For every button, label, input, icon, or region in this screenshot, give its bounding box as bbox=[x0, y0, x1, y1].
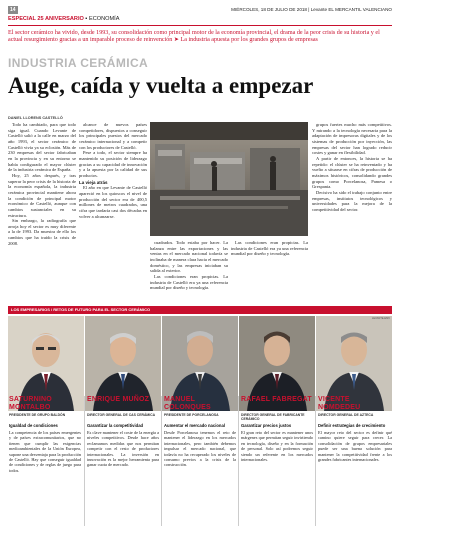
paragraph: grupos fuertes mucho más competitivos. Y mirando a la tecnología necesaria para la adaptación de impresoras digitales y de los sistemas de producción por inyección, las empresas del sector han logrado reducir costes y ganar en flexibilidad. bbox=[312, 122, 392, 156]
person-role: DIRECTOR GENERAL DE AZTECA bbox=[318, 413, 374, 417]
person-statement: El mayor reto del sector es definir qué camino quiere seguir para crecer. La consolidación de grupos empresariales puede ser una buena solución para mantener la competitividad frente a los grandes fabricantes internacionales. bbox=[318, 430, 392, 463]
article-column-1 bbox=[8, 122, 76, 302]
photo-caption-text: Imagen de la planta de producción de Porcelanosa. bbox=[415, 252, 454, 266]
article-column-2 bbox=[79, 122, 147, 302]
article-kicker: INDUSTRIA CERÁMICA bbox=[8, 56, 149, 70]
article-headline: Auge, caída y vuelta a empezar bbox=[8, 73, 314, 98]
publication-date-masthead: MIÉRCOLES, 18 DE JULIO DE 2018 | Levante EL MERCANTIL VALENCIANO bbox=[231, 7, 392, 12]
person-statement: El gran reto del sector es mantener unos márgenes que permitan seguir invirtiendo en tecnología, diseño y en la formación de personal. Solo así podremos seguir siendo un referente en los mercados internacionales. bbox=[241, 430, 313, 463]
paragraph: A partir de entonces, la historia se ha repetido: el clúster se ha reinventado y ha vuelto a situarse en cifras de producción de máximos históricos, consolidando grandes grupos como Porcelanosa, Pamesa o Grespania. bbox=[312, 155, 392, 190]
page-number: 14 bbox=[10, 7, 16, 13]
column-divider bbox=[161, 396, 162, 526]
column-divider bbox=[84, 396, 85, 526]
person-name: MANUEL COLONQUES bbox=[164, 396, 211, 411]
person-name: RAFAEL FABREGAT bbox=[241, 396, 312, 403]
person-topic: Igualdad de condiciones bbox=[9, 423, 58, 428]
paragraph: Las condiciones eran propicias. La industria de Castelló era ya una referencia mundial por diseño y tecnología. bbox=[150, 273, 228, 291]
person-statement: La competencia de los países emergentes y de países extracomunitarios, que no tienen que cumplir las exigencias medioambientales de la Unión Europea, supone una desventaja para la producción de Castelló. Hay que conseguir igualdad de condiciones y de reglas de juego para todos. bbox=[9, 430, 81, 473]
section-name: ESPECIAL 25 ANIVERSARIO bbox=[8, 16, 84, 22]
subsection-name: ECONOMÍA bbox=[88, 16, 120, 22]
person-name: VICENTE NOMDEDEU bbox=[318, 396, 361, 411]
person-name: ENRIQUE MUÑOZ bbox=[87, 396, 150, 403]
article-lead: El sector cerámico ha vivido, desde 1993, su consolidación como principal motor de la economía provincial, el drama de la peor crisis de su historia y el actual resurgimiento gracias a un imparable proceso de reinvención ➤ La industria apuesta por los grandes grupos de empresas bbox=[8, 30, 380, 44]
person-statement: Desde Porcelanosa tenemos el reto de mantener el liderazgo en los mercados internacionales, pero también debemos impulsar el mercado nacional, que todavía no ha recuperado los niveles de consumo previos a la crisis de la construcción. bbox=[164, 430, 236, 468]
paragraph: Pese a todo, el sector siempre ha mantenido su posición de liderazgo gracias a su capacidad de innovación y a la apuesta por la calidad de sus productos. bbox=[79, 150, 147, 178]
column-divider bbox=[315, 396, 316, 526]
article-byline: DANIEL LLORENS CASTELLÓ bbox=[8, 116, 63, 120]
paragraph: Sin embargo, la radiografía que arroja hoy el sector es muy diferente a la de 1993. Da muestra de ello los cambios que ha traído la crisis de 2008. bbox=[8, 218, 76, 246]
paragraph: Todo ha cambiado, para que todo siga igual. Cuando Levante de Castelló salió a la calle en marzo del año 1993, el sector cerámico de Castelló vivía ya su eclosión. Más de 230 empresas del sector fabricaban en la provincia y en su entorno se había configurado el mayor clúster de la industria cerámica de España. bbox=[8, 122, 76, 173]
article-column-3 bbox=[150, 240, 228, 302]
person-role: PRESIDENTE DE GRUPO BALDÓN bbox=[9, 413, 66, 417]
person-topic: Garantizar la competitividad bbox=[87, 423, 144, 428]
paragraph: Hoy, 25 años después, y tras superar la peor crisis de la historia de la economía española, la industria cerámica provincial mantiene ahora la condición de principal motor económico de Castelló, aunque con cambios sustanciales en su estructura. bbox=[8, 172, 76, 218]
section-header: ESPECIAL 25 ANIVERSARIO ▪ ECONOMÍA bbox=[8, 16, 392, 26]
photo-credit: LEVANTE-EMV bbox=[433, 265, 454, 270]
person-statement: Es clave mantener el coste de la energía a niveles competitivos. Desde hace años reclamamos medidas que nos permitan competir con el resto de productores internacionales. La inversión en innovación es la mejor herramienta para ganar cuota de mercado. bbox=[87, 430, 159, 468]
empresarios-section-band: LOS EMPRESARIOS / RETOS DE FUTURO PARA EL SECTOR CERÁMICO bbox=[8, 306, 392, 314]
paragraph: El año en que Levante de Castelló apareció en los quioscos el nivel de producción del sector era de 400,5 millones de metros cuadrados, una cifra que tardaría casi dos décadas en volver a alcanzarse. bbox=[79, 185, 147, 219]
person-role: PRESIDENTE DE PORCELANOSA bbox=[164, 413, 219, 417]
person-topic: Garantizar precios justos bbox=[241, 423, 292, 428]
paragraph: Decisivo ha sido el trabajo conjunto entre empresas, institutos tecnológicos y universidades para la mejora de la competitividad del sector. bbox=[312, 189, 392, 212]
person-topic: Aumentar el mercado nacional bbox=[164, 423, 225, 428]
factory-photo-image bbox=[150, 122, 308, 236]
article-column-3b bbox=[231, 240, 308, 302]
person-role: DIRECTOR GENERAL DE CAS CERÁMICA bbox=[87, 413, 156, 417]
page-header-bar bbox=[8, 6, 392, 16]
portrait-credit: LEVANTE-EMV bbox=[371, 317, 390, 320]
article-column-4 bbox=[312, 122, 392, 302]
paragraph: alcance de nuevos países competidores, dispuestos a conseguir los principales puestos del mercado cerámico internacional y a competir con los productores de Castelló. bbox=[79, 122, 147, 150]
paragraph: Las condiciones eran propicias. La industria de Castelló era ya una referencia mundial por diseño y tecnología. bbox=[231, 240, 308, 257]
column-divider bbox=[238, 396, 239, 526]
photo-caption bbox=[414, 252, 454, 270]
person-topic: Definir estrategias de crecimiento bbox=[318, 423, 386, 428]
article-subhead: La vieja atrás bbox=[79, 179, 108, 185]
paragraph: cuadrados. Todo estaba por hacer. La balanza entre las exportaciones y las ventas en el mercado nacional todavía se inclinaba de manera clara hacia el mercado doméstico, y las empresas iniciaban su salida al exterior. bbox=[150, 240, 228, 274]
person-name: SATURNINO MONTALBO bbox=[9, 396, 52, 411]
person-role: DIRECTOR GENERAL DE FABRICANTE CERÁMICO bbox=[241, 413, 305, 422]
